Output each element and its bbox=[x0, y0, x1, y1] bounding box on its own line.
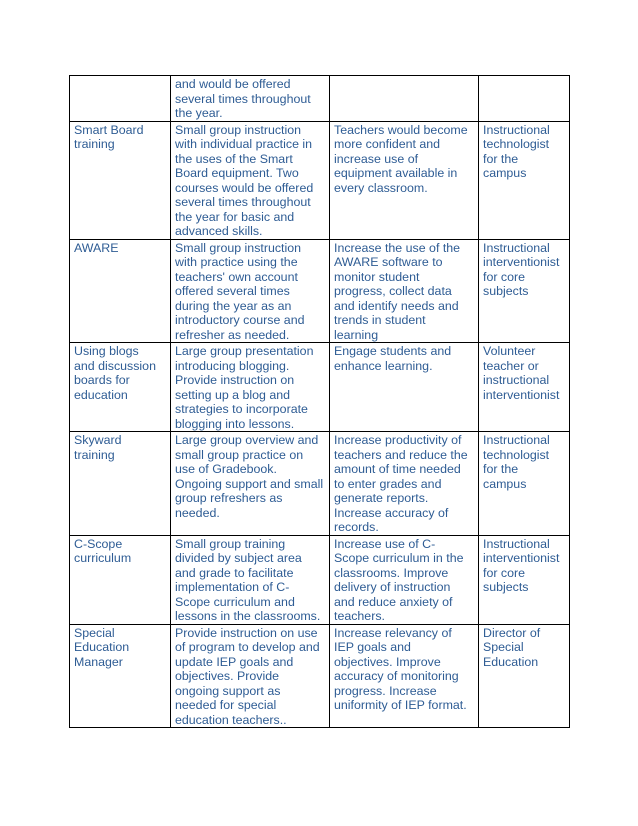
table-row bbox=[70, 76, 570, 122]
table-row bbox=[70, 432, 570, 536]
topic-cell: C-Scope curriculum bbox=[70, 535, 171, 624]
topic-cell: Smart Board training bbox=[70, 121, 171, 239]
table-row bbox=[70, 535, 570, 624]
table-row bbox=[70, 121, 570, 239]
outcome-cell: Increase productivity of teachers and reduce the amount of time needed to enter grades and generate reports. Increase accuracy of records. bbox=[330, 432, 479, 536]
activity-cell: and would be offered several times throughout the year. bbox=[171, 76, 330, 122]
responsible-cell: Instructional interventionist for core subjects bbox=[479, 239, 570, 343]
table-row bbox=[70, 239, 570, 343]
table-row bbox=[70, 343, 570, 432]
responsible-cell: Director of Special Education bbox=[479, 624, 570, 728]
training-plan-table bbox=[69, 75, 570, 728]
topic-cell: Skyward training bbox=[70, 432, 171, 536]
topic-cell: Using blogs and discussion boards for education bbox=[70, 343, 171, 432]
activity-cell: Small group training divided by subject area and grade to facilitate implementation of C- Scope curriculum and lessons in the classrooms. bbox=[171, 535, 330, 624]
topic-cell bbox=[70, 76, 171, 122]
activity-cell: Provide instruction on use of program to develop and update IEP goals and objectives. Provide ongoing support as needed for special education teachers.. bbox=[171, 624, 330, 728]
responsible-cell: Instructional technologist for the campus bbox=[479, 432, 570, 536]
responsible-cell bbox=[479, 76, 570, 122]
activity-cell: Large group presentation introducing blogging. Provide instruction on setting up a blog and strategies to incorporate blogging into lessons. bbox=[171, 343, 330, 432]
outcome-cell: Engage students and enhance learning. bbox=[330, 343, 479, 432]
responsible-cell: Instructional technologist for the campus bbox=[479, 121, 570, 239]
table-row bbox=[70, 624, 570, 728]
outcome-cell bbox=[330, 76, 479, 122]
outcome-cell: Increase the use of the AWARE software to monitor student progress, collect data and identify needs and trends in student learning bbox=[330, 239, 479, 343]
responsible-cell: Instructional interventionist for core subjects bbox=[479, 535, 570, 624]
responsible-cell: Volunteer teacher or instructional interventionist bbox=[479, 343, 570, 432]
activity-cell: Large group overview and small group practice on use of Gradebook. Ongoing support and small group refreshers as needed. bbox=[171, 432, 330, 536]
activity-cell: Small group instruction with practice using the teachers' own account offered several times during the year as an introductory course and refresher as needed. bbox=[171, 239, 330, 343]
topic-cell: Special Education Manager bbox=[70, 624, 171, 728]
outcome-cell: Increase relevancy of IEP goals and objectives. Improve accuracy of monitoring progress. Increase uniformity of IEP format. bbox=[330, 624, 479, 728]
outcome-cell: Increase use of C- Scope curriculum in the classrooms. Improve delivery of instruction and reduce anxiety of teachers. bbox=[330, 535, 479, 624]
outcome-cell: Teachers would become more confident and increase use of equipment available in every classroom. bbox=[330, 121, 479, 239]
activity-cell: Small group instruction with individual practice in the uses of the Smart Board equipment. Two courses would be offered several times throughout the year for basic and advanced skills. bbox=[171, 121, 330, 239]
topic-cell: AWARE bbox=[70, 239, 171, 343]
